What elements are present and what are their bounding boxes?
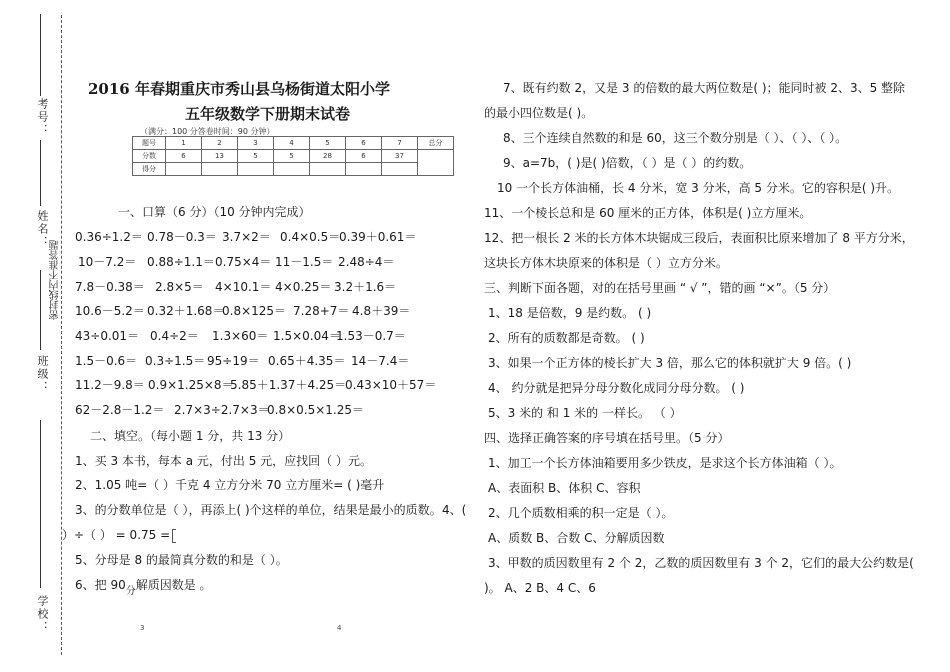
score-table-cell: 37 [382, 150, 418, 163]
oral-item: 0.36÷1.2＝ [75, 230, 143, 244]
fill-question-6-text: 6、把 90 [75, 578, 126, 592]
score-table-header: 题号 [133, 137, 166, 150]
section4-title: 四、选择正确答案的序号填在括号里。（5 分） [484, 431, 730, 445]
choice-question-1-options: A、表面积 B、体积 C、容积 [488, 481, 641, 495]
score-table-row-number [133, 137, 454, 150]
exam-title-line1: 2016 年春期重庆市秀山县乌杨街道太阳小学 [88, 80, 390, 98]
fill-question-6-rest: 解质因数是 。 [135, 578, 212, 592]
score-table-cell: 28 [310, 150, 346, 163]
judge-question-5: 5、3 米的 和 1 米的 一样长。 （ ） [488, 406, 682, 420]
section3-title: 三、判断下面各题，对的在括号里画 “ √ ”，错的画 “×”。（5 分） [484, 281, 836, 295]
fill-question-2: 2、1.05 吨=（ ）千克 4 立方分米 70 立方厘米= ( )毫升 [75, 478, 385, 492]
fill-question-12-line2: 这块长方体木块原来的体积是（ ）立方分米。 [484, 256, 728, 270]
score-table-row-points [133, 150, 454, 163]
oral-item: 7.8－0.38＝ [75, 280, 145, 294]
score-table-cell: 2 [202, 137, 238, 150]
exam-number-blank [40, 14, 41, 96]
oral-item: 0.65＋4.35＝ [268, 354, 346, 368]
judge-question-3: 3、如果一个正方体的棱长扩大 3 倍，那么它的体积就扩大 9 倍。( ) [488, 356, 852, 370]
score-blank-cell[interactable] [310, 163, 346, 176]
fill-question-9: 9、a=7b，( )是( )倍数，（ ）是（ ）的约数。 [503, 156, 752, 170]
score-blank-cell[interactable] [238, 163, 274, 176]
oral-item: 62－2.8－1.2＝ [75, 403, 165, 417]
oral-item: 10－7.2＝ [78, 255, 137, 269]
oral-item: 5.85＋1.37＋4.25＝ [230, 378, 347, 392]
oral-item: 0.75×4＝ [215, 255, 272, 269]
oral-item: 1.53－0.7＝ [336, 329, 406, 343]
school-label: 学校： [36, 595, 49, 634]
seal-line-notice: 密封线内不准答题 [50, 240, 61, 320]
fill-question-7-line2: 的最小四位数是( )。 [484, 106, 594, 120]
score-table-cell: 7 [382, 137, 418, 150]
oral-item: 14－7.4＝ [351, 354, 410, 368]
score-table [132, 136, 454, 176]
oral-item: 0.43×10＋57＝ [345, 378, 437, 392]
score-table-cell: 6 [346, 150, 382, 163]
choice-question-2-options: A、质数 B、合数 C、分解质因数 [488, 531, 665, 545]
page-number-right: 4 [337, 624, 342, 632]
fill-question-4-start: 4、( [442, 503, 467, 517]
oral-item: 7.28+7＝ [293, 304, 350, 318]
page-number-left: 3 [140, 624, 145, 632]
oral-item: 3.7×2＝ [222, 230, 271, 244]
choice-question-1: 1、加工一个长方体油箱要用多少铁皮，是求这个长方体油箱（ ）。 [488, 456, 842, 470]
oral-item: 2.48÷4＝ [338, 255, 395, 269]
oral-item: 0.39＋0.61＝ [339, 230, 417, 244]
section2-title: 二、填空。（每小题 1 分，共 13 分） [90, 429, 291, 443]
fill-question-7-line1: 7、既有约数 2，又是 3 的倍数的最大两位数是( )；能同时被 2、3、5 整除 [503, 81, 906, 95]
judge-question-4: 4、 约分就是把异分母分数化成同分母分数。 ( ) [488, 381, 745, 395]
class-blank [40, 270, 41, 350]
choice-question-3-line2: )。 A、2 B、4 C、6 [484, 581, 596, 595]
fill-question-10: 10 一个长方体油桶，长 4 分米，宽 3 分米，高 5 分米。它的容积是( )升。 [497, 181, 900, 195]
score-blank-cell[interactable] [202, 163, 238, 176]
fraction-box-mark [172, 529, 176, 543]
score-note: （满分：100 分答卷时间：90 分钟） [140, 127, 275, 136]
oral-item: 4.8＋39＝ [352, 304, 411, 318]
oral-item: 11.2－9.8＝ [75, 378, 145, 392]
fill-question-8: 8、三个连续自然数的和是 60，这三个数分别是（ ）、（ ）、（ ）。 [503, 131, 848, 145]
oral-item: 43÷0.01＝ [75, 329, 140, 343]
oral-item: 0.9×1.25×8＝ [148, 378, 234, 392]
score-table-cell: 4 [274, 137, 310, 150]
fill-question-6 [75, 577, 212, 595]
score-table-cell: 13 [202, 150, 238, 163]
fill-question-1: 1、买 3 本书，每本 a 元，付出 5 元，应找回（ ）元。 [75, 454, 372, 468]
fill-question-4-rest: ）÷（ ） = 0.75 = [62, 528, 171, 542]
student-name-blank [40, 140, 41, 206]
oral-item: 1.5－0.6＝ [75, 354, 138, 368]
score-blank-cell[interactable] [166, 163, 202, 176]
oral-item: 2.8×5＝ [155, 280, 204, 294]
oral-item: 0.32＋1.68＝ [147, 304, 225, 318]
score-table-cell [418, 150, 454, 176]
exam-number-label: 考号： [36, 98, 49, 137]
score-blank-cell[interactable] [274, 163, 310, 176]
oral-item: 4×0.25＝ [275, 280, 332, 294]
exam-title-line2: 五年级数学下册期末试卷 [185, 105, 351, 123]
oral-item: 0.8×0.5×1.25＝ [267, 403, 364, 417]
score-table-row-earned [133, 163, 454, 176]
judge-question-1: 1、18 是倍数，9 是约数。 ( ) [488, 306, 652, 320]
oral-item: 1.5×0.04＝ [273, 329, 341, 343]
score-table-cell: 总分 [418, 137, 454, 150]
oral-item: 1.3×60＝ [212, 329, 269, 343]
oral-item: 0.4×0.5＝ [280, 230, 341, 244]
choice-question-2: 2、几个质数相乘的积一定是（ ）。 [488, 506, 674, 520]
oral-item: 11－1.5＝ [275, 255, 334, 269]
section1-title: 一、口算（6 分）（10 分钟内完成） [118, 205, 311, 219]
score-table-header: 得分 [133, 163, 166, 176]
fill-question-3: 3、的分数单位是（ ），再添上( )个这样的单位，结果是最小的质数。 [75, 503, 442, 517]
score-table-cell: 5 [310, 137, 346, 150]
score-table-cell: 6 [346, 137, 382, 150]
fill-question-5: 5、分母是 8 的最简真分数的和是（ ）。 [75, 553, 288, 567]
score-table-cell: 6 [166, 150, 202, 163]
fill-question-12-line1: 12、把一根长 2 米的长方体木块锯成三段后，表面积比原来增加了 8 平方分米， [484, 231, 914, 245]
fill-question-6-sub: 分 [125, 586, 136, 597]
school-blank [40, 420, 41, 588]
oral-item: 0.3÷1.5＝ [145, 354, 206, 368]
score-table-header: 分数 [133, 150, 166, 163]
binding-dashed-line [61, 15, 62, 655]
score-table-cell: 5 [274, 150, 310, 163]
score-table-cell: 5 [238, 150, 274, 163]
choice-question-3-line1: 3、甲数的质因数里有 2 个 2，乙数的质因数里有 3 个 2，它们的最大公约数是( [488, 556, 914, 570]
fill-question-11: 11、一个棱长总和是 60 厘米的正方体，体积是( )立方厘米。 [484, 206, 812, 220]
student-name-label: 姓名： [36, 210, 49, 249]
oral-item: 95÷19＝ [207, 354, 260, 368]
oral-item: 3.2＋1.6＝ [334, 280, 397, 294]
oral-item: 0.78－0.3＝ [147, 230, 217, 244]
oral-item: 0.88÷1.1＝ [147, 255, 215, 269]
oral-item: 10.6－5.2＝ [75, 304, 145, 318]
class-label: 班级： [36, 355, 49, 394]
oral-item: 0.8×125＝ [222, 304, 287, 318]
score-table-cell: 3 [238, 137, 274, 150]
oral-item: 0.4÷2＝ [150, 329, 199, 343]
score-table-cell: 1 [166, 137, 202, 150]
oral-item: 4×10.1＝ [215, 280, 272, 294]
oral-item: 2.7×3÷2.7×3＝ [174, 403, 270, 417]
score-blank-cell[interactable] [346, 163, 382, 176]
judge-question-2: 2、所有的质数都是奇数。 ( ) [488, 331, 645, 345]
score-blank-cell[interactable] [382, 163, 418, 176]
